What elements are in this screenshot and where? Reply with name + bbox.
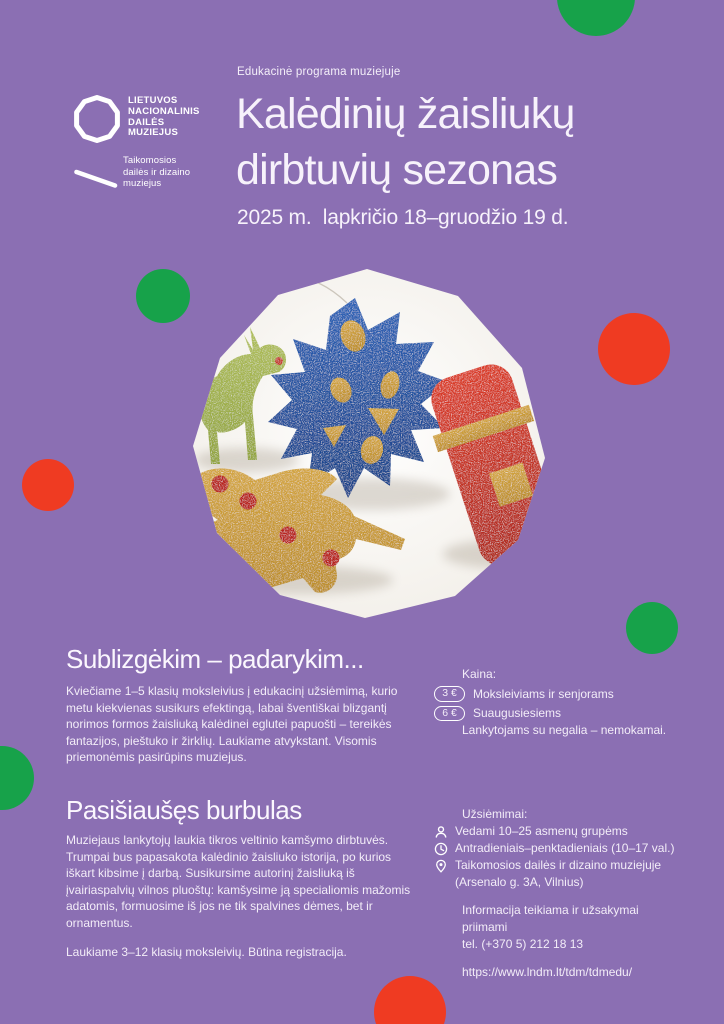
workshop2-registration-note: Laukiame 3–12 klasių moksleivių. Būtina registracija.: [66, 945, 347, 959]
decorative-dot-red-left: [22, 459, 74, 511]
details-section: [434, 806, 694, 981]
branch-logo-text: [123, 155, 190, 190]
price-audience: Suaugusiesiems: [473, 706, 562, 720]
clock-icon: [434, 842, 448, 856]
branch-line: Taikomosios: [123, 155, 177, 166]
detail-text: Vedami 10–25 asmenų grupėms: [455, 824, 628, 838]
page-title-line1: Kalėdinių žaisliukų: [236, 90, 575, 138]
price-badge: 6 €: [434, 706, 465, 722]
ornaments-photo: [187, 258, 557, 628]
decorative-dot-green-top: [557, 0, 635, 36]
decorative-dot-green-upper-left: [136, 269, 190, 323]
logo-name-line: MUZIEJUS: [128, 127, 179, 139]
website-url[interactable]: https://www.lndm.lt/tdm/tdmedu/: [462, 965, 633, 979]
logo-name-line: DAILĖS: [128, 116, 165, 128]
pricing-free-note: Lankytojams su negalia – nemokamai.: [462, 723, 667, 737]
contact-phone: tel. (+370 5) 212 18 13: [462, 937, 584, 951]
branch-line: muziejus: [123, 178, 162, 189]
detail-text: Antradieniais–penktadieniais (10–17 val.): [455, 841, 675, 855]
logo-name-line: LIETUVOS: [128, 95, 178, 106]
details-label: Užsiėmimai:: [462, 807, 528, 821]
branch-logo-slash-icon: [73, 166, 119, 192]
reindeer-nose-dot: [275, 357, 283, 365]
museum-logo-ring-icon: [72, 94, 122, 144]
program-eyebrow: Edukacinė programa muziejuje: [237, 66, 401, 78]
page-title: [236, 86, 575, 198]
detail-row-groups: [434, 823, 694, 840]
detail-row-location: [434, 857, 694, 891]
detail-row-hours: [434, 840, 694, 857]
price-audience: Moksleiviams ir senjorams: [473, 686, 614, 701]
event-date: 2025 m. lapkričio 18–gruodžio 19 d.: [237, 206, 569, 229]
workshop1-heading: Sublizgėkim – padarykim...: [66, 644, 364, 674]
pricing-section: [434, 666, 694, 739]
contact-info: [462, 902, 684, 953]
location-icon: [434, 859, 448, 873]
workshop1-description: Kviečiame 1–5 klasių moksleivius į edukacinį užsiėmimą, kurio metu kiekvienas susikurs efektingą, labai šventiškai blizgantį norimos formos žaisliuką kalėdinei eglutei papuošti – tereikės fantazijos, pieštuko ir žirklių. Laukiame atvykstant. Visomis priemonėmis pasirūpins muziejus.: [66, 684, 398, 764]
price-row: [434, 705, 694, 722]
decorative-dot-green-right: [626, 602, 678, 654]
contact-line1: Informacija teikiama ir užsakymai priimami: [462, 903, 639, 934]
decorative-dot-red-bottom: [374, 976, 446, 1024]
person-icon: [434, 825, 448, 839]
price-row: [434, 686, 694, 703]
pricing-label: Kaina:: [462, 667, 497, 681]
branch-line: dailės ir dizaino: [123, 166, 191, 178]
decorative-dot-red-right: [598, 313, 670, 385]
detail-text: Taikomosios dailės ir dizaino muziejuje (Arsenalo g. 3A, Vilnius): [455, 858, 662, 889]
price-badge: 3 €: [434, 686, 465, 702]
logo-name-line: NACIONALINIS: [128, 105, 200, 117]
workshop2-heading: Pasišiaušęs burbulas: [66, 795, 302, 825]
museum-logo-text: [128, 96, 200, 139]
page-title-line2: dirbtuvių sezonas: [236, 146, 558, 194]
workshop2-description: Muziejaus lankytojų laukia tikros veltinio kamšymo dirbtuvės. Trumpai bus papasakota kalėdinio žaisliuko istorija, po kurios iškart kibsime į darbą. Susikursime autorinį žaisliuką iš įvairiaspalvių vilnos pluoštų: kamšysime ją specialiomis mažomis adatomis, formuosime iš jos ne tik spalvines dėmes, bet ir ornamentus.: [66, 833, 411, 930]
decorative-dot-green-left-edge: [0, 746, 34, 810]
